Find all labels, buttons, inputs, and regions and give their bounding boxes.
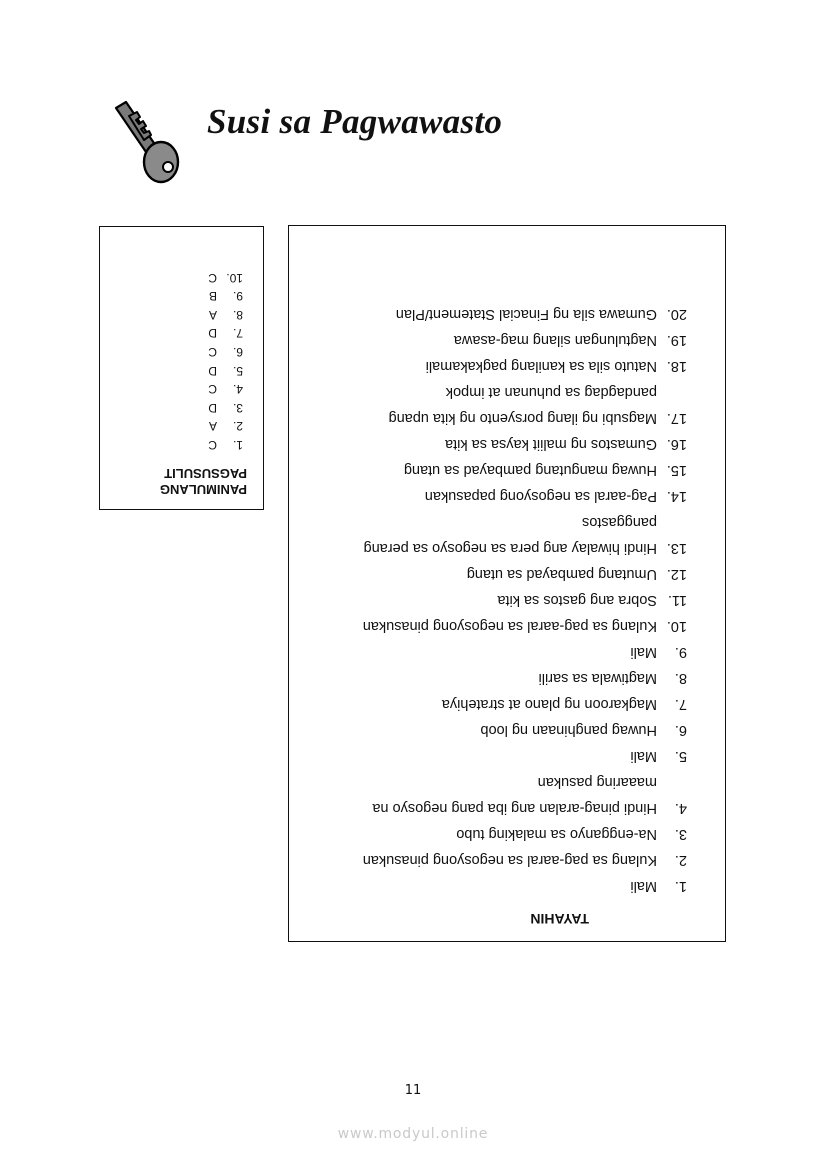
tayahin-item: 11. Sobra ang gastos sa kita: [497, 592, 687, 608]
tayahin-item: 19. Nagtulungan silang mag-asawa: [453, 332, 687, 348]
panimulang-pagsusulit-box: [99, 226, 264, 510]
tayahin-item: 16. Gumastos ng maliit kaysa sa kita: [445, 436, 687, 452]
tayahin-item: 13. Hindi hiwalay ang pera sa negosyo sa perang panggastos: [363, 514, 687, 556]
tayahin-item: 14. Pag-aaral sa negosyong papasukan: [424, 488, 687, 504]
tayahin-item: 17. Magsubi ng ilang porsyento ng kita upang pandagdag sa puhunan at impok: [388, 384, 687, 426]
tayahin-item: 3. Na-engganyo sa malaking tubo: [456, 826, 687, 842]
answer-list: [208, 268, 243, 454]
answer-row: 9.B: [208, 289, 243, 304]
answer-row: 7.D: [208, 326, 243, 341]
tayahin-item: 6. Huwag panghinaan ng loob: [480, 722, 687, 738]
answer-row: 5.D: [208, 363, 243, 378]
tayahin-item: 7. Magkaroon ng plano at stratehiya: [441, 696, 687, 712]
tayahin-item: 4. Hindi pinag-aralan ang iba pang negosyo na maaaring pasukan: [372, 774, 687, 816]
panimulang-pagsusulit-heading: PANIMULANG PAGSUSULIT: [159, 466, 247, 497]
key-icon: [108, 100, 186, 188]
tayahin-item: 2. Kulang sa pag-aaral sa negosyong pinasukan: [362, 852, 687, 868]
page-title: Susi sa Pagwawasto: [207, 102, 503, 141]
tayahin-item-list: [302, 301, 687, 899]
answer-row: 3.D: [208, 400, 243, 415]
tayahin-heading: TAYAHIN: [530, 911, 589, 927]
answer-row: 6.C: [208, 345, 243, 360]
answer-row: 8.A: [208, 307, 243, 322]
answer-row: 4.C: [208, 382, 243, 397]
tayahin-item: 10. Kulang sa pag-aaral sa negosyong pinasukan: [362, 618, 687, 634]
tayahin-item: 8. Magtiwala sa sarili: [538, 670, 687, 686]
tayahin-item: 15. Huwag mangutang pambayad sa utang: [403, 462, 687, 478]
tayahin-item: 20. Gumawa sila ng Finacial Statement/Plan: [395, 306, 687, 322]
answer-row: 1.C: [208, 438, 243, 452]
tayahin-item: 12. Umutang pambayad sa utang: [466, 566, 687, 582]
tayahin-item: 1. Mali: [630, 878, 687, 894]
page-number: 11: [404, 1083, 422, 1098]
answer-row: 10.C: [208, 270, 243, 285]
tayahin-item: 9. Mali: [630, 644, 687, 660]
tayahin-item: 18. Natuto sila sa kanilang pagkakamali: [425, 358, 687, 374]
watermark: www.modyul.online: [337, 1126, 489, 1142]
answer-row: 2.A: [208, 419, 243, 434]
tayahin-box: [288, 225, 726, 942]
tayahin-item: 5. Mali: [630, 748, 687, 764]
